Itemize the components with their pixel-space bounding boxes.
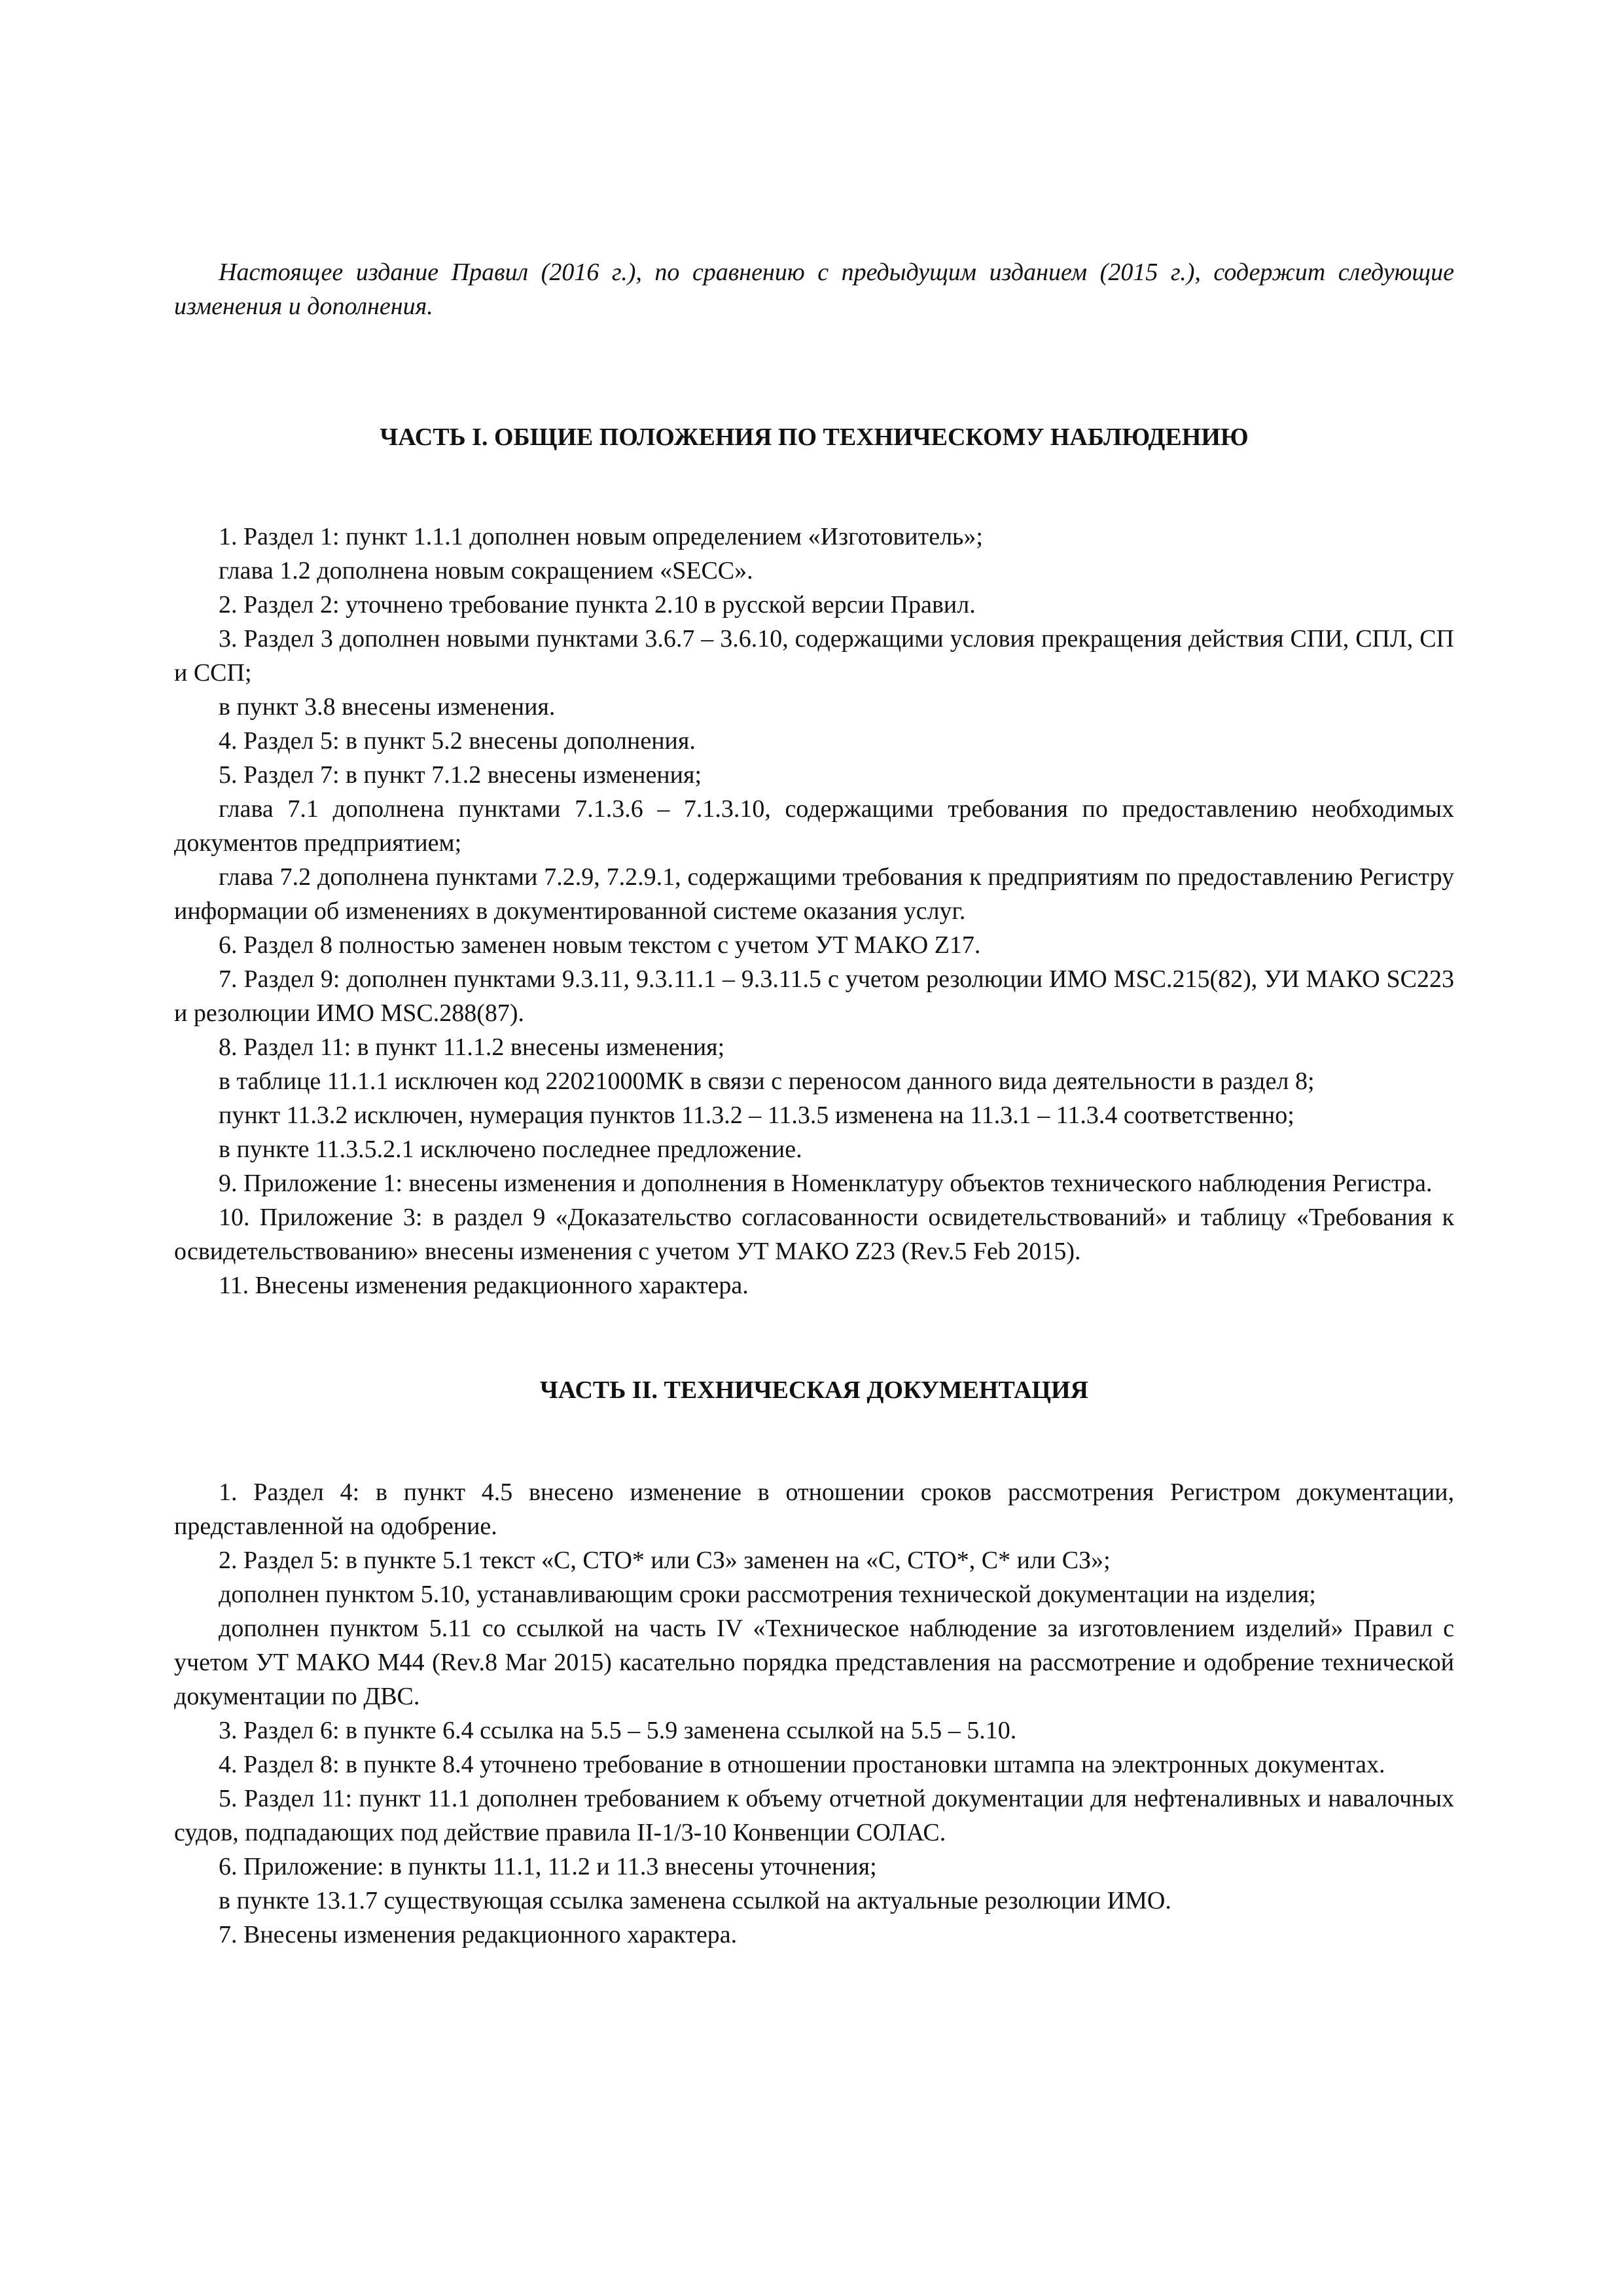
part2-paragraph: дополнен пунктом 5.10, устанавливающим сроки рассмотрения технической документации на изделия; bbox=[219, 1581, 1316, 1608]
part1-paragraph: 7. Раздел 9: дополнен пунктами 9.3.11, 9.3.11.1 – 9.3.11.5 с учетом резолюции ИМО MSC.215(82), УИ МАКО SC223 и резолюции ИМО MSC.288(87). bbox=[174, 965, 1454, 1027]
part2-title: ЧАСТЬ II. ТЕХНИЧЕСКАЯ ДОКУМЕНТАЦИЯ bbox=[540, 1376, 1088, 1404]
part1-paragraph: в пункт 3.8 внесены изменения. bbox=[219, 693, 556, 721]
part1-paragraph: 9. Приложение 1: внесены изменения и дополнения в Номенклатуру объектов технического наблюдения Регистра. bbox=[219, 1170, 1433, 1197]
part2-paragraph: 2. Раздел 5: в пункте 5.1 текст «С, СТО* или СЗ» заменен на «С, СТО*, С* или СЗ»; bbox=[219, 1547, 1111, 1574]
part1-paragraph: 8. Раздел 11: в пункт 11.1.2 внесены изменения; bbox=[219, 1033, 725, 1061]
part1-paragraph: в таблице 11.1.1 исключен код 22021000МК в связи с переносом данного вида деятельности в раздел 8; bbox=[219, 1067, 1315, 1095]
part1-paragraph: 10. Приложение 3: в раздел 9 «Доказательство согласованности освидетельствований» и таблицу «Требования к освидетельствованию» внесены изменения с учетом УТ МАКО Z23 (Rev.5 Feb 2015). bbox=[174, 1204, 1454, 1265]
part2-list bbox=[174, 1475, 1454, 1952]
part1-list bbox=[174, 520, 1454, 1302]
part1-paragraph: 3. Раздел 3 дополнен новыми пунктами 3.6.7 – 3.6.10, содержащими условия прекращения действия СПИ, СПЛ, СП и ССП; bbox=[174, 625, 1454, 687]
part1-paragraph: в пункте 11.3.5.2.1 исключено последнее предложение. bbox=[219, 1136, 802, 1163]
part1-paragraph: 11. Внесены изменения редакционного характера. bbox=[219, 1272, 749, 1299]
part1-paragraph: 1. Раздел 1: пункт 1.1.1 дополнен новым определением «Изготовитель»; bbox=[219, 523, 983, 550]
part1-paragraph: 6. Раздел 8 полностью заменен новым текстом с учетом УТ МАКО Z17. bbox=[219, 931, 981, 959]
part2-paragraph: 5. Раздел 11: пункт 11.1 дополнен требованием к объему отчетной документации для нефтеналивных и навалочных судов, подпадающих под действие правила II-1/3-10 Конвенции СОЛАС. bbox=[174, 1785, 1454, 1846]
part1-paragraph: глава 7.2 дополнена пунктами 7.2.9, 7.2.9.1, содержащими требования к предприятиям по предоставлению Регистру информации об изменениях в документированной системе оказания услуг. bbox=[174, 863, 1454, 925]
part2-paragraph: дополнен пунктом 5.11 со ссылкой на часть IV «Техническое наблюдение за изготовлением изделий» Правил с учетом УТ МАКО М44 (Rev.8 Mar 2015) касательно порядка представления на рассмотрение и одобрение технической документации по ДВС. bbox=[174, 1615, 1454, 1710]
part2-paragraph: 7. Внесены изменения редакционного характера. bbox=[219, 1921, 738, 1948]
part1-paragraph: глава 7.1 дополнена пунктами 7.1.3.6 – 7.1.3.10, содержащими требования по предоставлению необходимых документов предприятием; bbox=[174, 795, 1454, 857]
part2-paragraph: 6. Приложение: в пункты 11.1, 11.2 и 11.3 внесены уточнения; bbox=[219, 1853, 877, 1880]
part2-paragraph: 3. Раздел 6: в пункте 6.4 ссылка на 5.5 – 5.9 заменена ссылкой на 5.5 – 5.10. bbox=[219, 1717, 1017, 1744]
intro-paragraph: Настоящее издание Правил (2016 г.), по сравнению с предыдущим изданием (2015 г.), содержит следующие изменения и дополнения. bbox=[174, 259, 1454, 320]
part1-paragraph: пункт 11.3.2 исключен, нумерация пунктов 11.3.2 – 11.3.5 изменена на 11.3.1 – 11.3.4 соответственно; bbox=[219, 1102, 1294, 1129]
part2-paragraph: в пункте 13.1.7 существующая ссылка заменена ссылкой на актуальные резолюции ИМО. bbox=[219, 1887, 1171, 1914]
part1-paragraph: 2. Раздел 2: уточнено требование пункта 2.10 в русской версии Правил. bbox=[219, 591, 976, 619]
part1-paragraph: глава 1.2 дополнена новым сокращением «SECC». bbox=[219, 557, 753, 584]
part1-title: ЧАСТЬ I. ОБЩИЕ ПОЛОЖЕНИЯ ПО ТЕХНИЧЕСКОМУ НАБЛЮДЕНИЮ bbox=[380, 423, 1249, 451]
document-body bbox=[174, 255, 1454, 1952]
part2-paragraph: 1. Раздел 4: в пункт 4.5 внесено изменение в отношении сроков рассмотрения Регистром документации, представленной на одобрение. bbox=[174, 1479, 1454, 1540]
part2-paragraph: 4. Раздел 8: в пункте 8.4 уточнено требование в отношении простановки штампа на электронных документах. bbox=[219, 1751, 1385, 1778]
part1-paragraph: 5. Раздел 7: в пункт 7.1.2 внесены изменения; bbox=[219, 761, 702, 789]
part1-paragraph: 4. Раздел 5: в пункт 5.2 внесены дополнения. bbox=[219, 727, 696, 755]
